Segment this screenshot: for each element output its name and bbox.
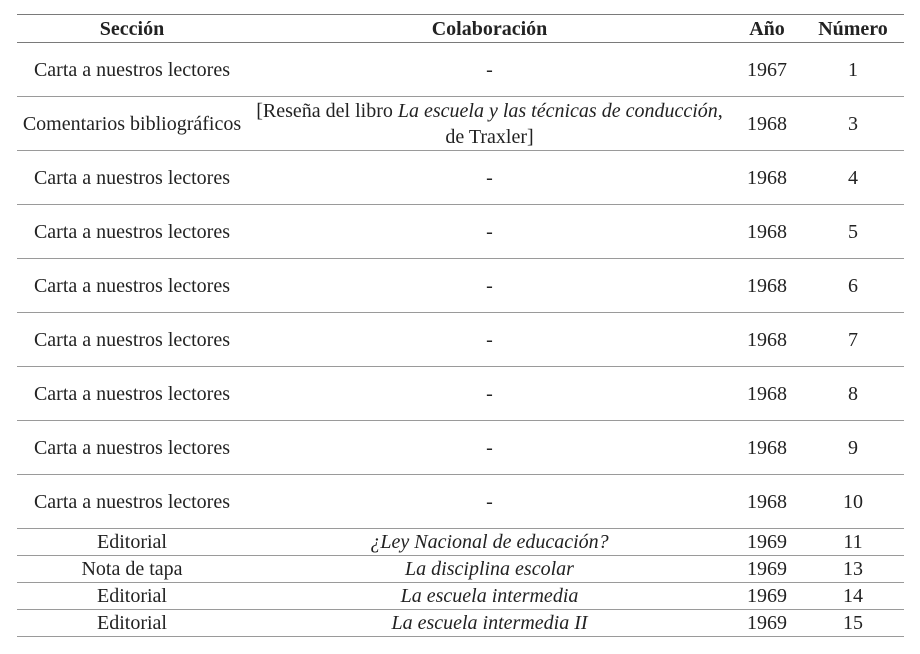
cell-colaboracion: ¿Ley Nacional de educación? — [247, 529, 732, 556]
cell-colaboracion: - — [247, 367, 732, 421]
cell-colaboracion: - — [247, 151, 732, 205]
table-row — [17, 610, 904, 637]
table-row — [17, 97, 904, 151]
table-row — [17, 529, 904, 556]
table-row — [17, 313, 904, 367]
cell-ano: 1968 — [732, 151, 802, 205]
header-ano: Año — [732, 15, 802, 43]
table-row — [17, 475, 904, 529]
table-row — [17, 205, 904, 259]
cell-seccion: Carta a nuestros lectores — [17, 205, 247, 259]
cell-seccion: Carta a nuestros lectores — [17, 43, 247, 97]
cell-numero: 6 — [802, 259, 904, 313]
cell-ano: 1969 — [732, 610, 802, 637]
table-row — [17, 151, 904, 205]
cell-seccion: Editorial — [17, 583, 247, 610]
cell-colaboracion: - — [247, 43, 732, 97]
cell-colaboracion: - — [247, 421, 732, 475]
header-numero: Número — [802, 15, 904, 43]
colab-book-title: La escuela y las técnicas de conducción — [397, 99, 718, 122]
cell-numero: 8 — [802, 367, 904, 421]
cell-ano: 1968 — [732, 313, 802, 367]
cell-colaboracion: - — [247, 259, 732, 313]
cell-seccion: Editorial — [17, 610, 247, 637]
cell-colaboracion: La escuela intermedia II — [247, 610, 732, 637]
publications-table-container — [17, 14, 904, 637]
header-seccion: Sección — [17, 15, 247, 43]
cell-ano: 1968 — [732, 367, 802, 421]
cell-seccion: Editorial — [17, 529, 247, 556]
cell-seccion: Carta a nuestros lectores — [17, 259, 247, 313]
cell-ano: 1968 — [732, 475, 802, 529]
cell-colaboracion: - — [247, 475, 732, 529]
cell-numero: 11 — [802, 529, 904, 556]
cell-ano: 1967 — [732, 43, 802, 97]
cell-seccion: Carta a nuestros lectores — [17, 475, 247, 529]
cell-numero: 10 — [802, 475, 904, 529]
cell-colaboracion — [247, 97, 732, 151]
cell-seccion: Carta a nuestros lectores — [17, 313, 247, 367]
cell-numero: 5 — [802, 205, 904, 259]
cell-numero: 15 — [802, 610, 904, 637]
table-row — [17, 43, 904, 97]
colab-suffix: , de Traxler] — [445, 99, 723, 148]
cell-numero: 3 — [802, 97, 904, 151]
cell-colaboracion: - — [247, 205, 732, 259]
cell-ano: 1968 — [732, 421, 802, 475]
cell-ano: 1968 — [732, 205, 802, 259]
cell-numero: 4 — [802, 151, 904, 205]
table-header-row — [17, 15, 904, 43]
cell-numero: 1 — [802, 43, 904, 97]
cell-seccion: Carta a nuestros lectores — [17, 367, 247, 421]
cell-seccion: Carta a nuestros lectores — [17, 151, 247, 205]
colab-prefix: [Reseña del libro — [256, 99, 398, 122]
cell-ano: 1969 — [732, 583, 802, 610]
table-row — [17, 556, 904, 583]
cell-ano: 1969 — [732, 529, 802, 556]
table-row — [17, 583, 904, 610]
cell-ano: 1969 — [732, 556, 802, 583]
cell-seccion: Comentarios bibliográficos — [17, 97, 247, 151]
cell-numero: 14 — [802, 583, 904, 610]
table-row — [17, 421, 904, 475]
cell-numero: 13 — [802, 556, 904, 583]
cell-seccion: Nota de tapa — [17, 556, 247, 583]
publications-table — [17, 14, 904, 637]
cell-colaboracion: La disciplina escolar — [247, 556, 732, 583]
cell-ano: 1968 — [732, 259, 802, 313]
cell-ano: 1968 — [732, 97, 802, 151]
cell-numero: 7 — [802, 313, 904, 367]
table-row — [17, 259, 904, 313]
cell-colaboracion: - — [247, 313, 732, 367]
cell-numero: 9 — [802, 421, 904, 475]
cell-colaboracion: La escuela intermedia — [247, 583, 732, 610]
header-colaboracion: Colaboración — [247, 15, 732, 43]
table-row — [17, 367, 904, 421]
cell-seccion: Carta a nuestros lectores — [17, 421, 247, 475]
